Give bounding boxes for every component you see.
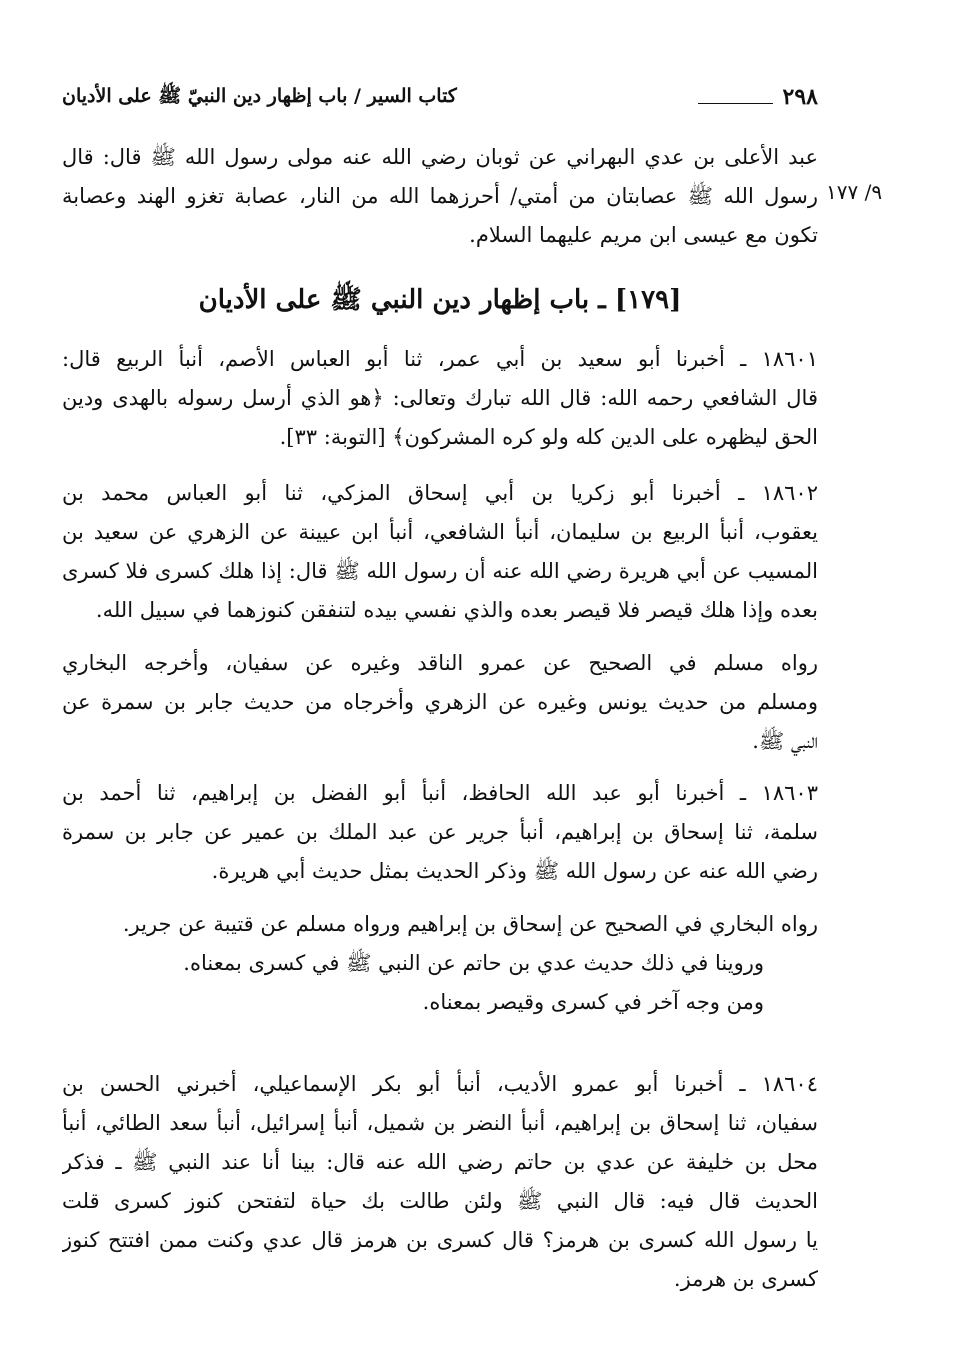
margin-reference: ٩/ ١٧٧ <box>826 180 883 204</box>
text-line: تكون مع عيسى ابن مريم عليهما السلام. <box>469 223 818 247</box>
hadith-18602 <box>62 474 818 630</box>
hadith-18603 <box>62 774 818 891</box>
chapter-heading: [١٧٩] ـ باب إظهار دين النبي ﷺ على الأديان <box>198 285 682 315</box>
text-line: رسول الله ﷺ عصابتان من أمتي/ أحرزهما الله من النار، عصابة تغزو الهند وعصابة <box>62 184 818 208</box>
text-line: عبد الأعلى بن عدي البهراني عن ثوبان رضي الله عنه مولى رسول الله ﷺ قال: قال <box>62 145 818 169</box>
text-line: سلمة، ثنا إسحاق بن إبراهيم، أنبأ جرير عن عبد الملك بن عمير عن جابر بن سمرة <box>62 820 818 844</box>
text-line: يا رسول الله كسرى بن هرمز؟ قال كسرى بن هرمز قال عدي وكنت ممن افتتح كنوز <box>62 1228 818 1252</box>
running-header <box>62 76 818 116</box>
text-line: ومسلم من حديث يونس وغيره عن الزهري وأخرجاه من حديث جابر بن سمرة عن <box>62 690 818 714</box>
text-line: قال الشافعي رحمه الله: قال الله تبارك وتعالى: ﴿هو الذي أرسل رسوله بالهدى ودين <box>62 386 818 410</box>
text-line: ومن وجه آخر في كسرى وقيصر بمعناه. <box>422 990 764 1014</box>
text-line: ١٨٦٠٤ ـ أخبرنا أبو عمرو الأديب، أنبأ أبو بكر الإسماعيلي، أخبرني الحسن بن <box>62 1072 818 1096</box>
text-line: سفيان، ثنا إسحاق بن إبراهيم، أنبأ النضر بن شميل، أنبأ إسرائيل، أنبأ سعد الطائي، أنبأ <box>62 1111 818 1135</box>
hadith-18601 <box>62 340 818 457</box>
text-line: ١٨٦٠٣ ـ أخبرنا أبو عبد الله الحافظ، أنبأ أبو الفضل بن إبراهيم، ثنا أحمد بن <box>62 781 818 805</box>
takhrij-muslim <box>62 644 818 761</box>
text-line: كسرى بن هرمز. <box>673 1267 818 1291</box>
text-line: الحديث قال فيه: قال النبي ﷺ ولئن طالت بك حياة لتفتحن كنوز كسرى قلت <box>62 1189 818 1213</box>
text-line: رواه مسلم في الصحيح عن عمرو الناقد وغيره عن سفيان، وأخرجه البخاري <box>62 651 818 675</box>
header-rule <box>698 103 773 104</box>
text-line: الحق ليظهره على الدين كله ولو كره المشركون﴾ [التوبة: ٣٣]. <box>279 425 818 449</box>
running-title: كتاب السير / باب إظهار دين النبيّ ﷺ على الأديان <box>62 85 457 107</box>
intro-paragraph <box>62 138 818 255</box>
text-line: ١٨٦٠٢ ـ أخبرنا أبو زكريا بن أبي إسحاق المزكي، ثنا أبو العباس محمد بن <box>62 481 818 505</box>
page-number: ٢٩٨ <box>782 84 818 110</box>
hadith-18604 <box>62 1065 818 1299</box>
text-line: رواه البخاري في الصحيح عن إسحاق بن إبراهيم ورواه مسلم عن قتيبة عن جرير. <box>122 912 818 936</box>
text-line: محل بن خليفة عن عدي بن حاتم رضي الله عنه قال: بينا أنا عند النبي ﷺ ـ فذكر <box>62 1150 818 1174</box>
text-line: المسيب عن أبي هريرة رضي الله عنه أن رسول الله ﷺ قال: إذا هلك كسرى فلا كسرى <box>62 559 818 583</box>
text-line: ١٨٦٠١ ـ أخبرنا أبو سعيد بن أبي عمر، ثنا أبو العباس الأصم، أنبأ الربيع قال: <box>62 347 818 371</box>
text-line: بعده وإذا هلك قيصر فلا قيصر بعده والذي نفسي بيده لتنفقن كنوزهما في سبيل الله. <box>95 598 818 622</box>
text-line: يعقوب، أنبأ الربيع بن سليمان، أنبأ الشافعي، أنبأ ابن عيينة عن الزهري عن سعيد بن <box>62 520 818 544</box>
text-line: رضي الله عنه عن رسول الله ﷺ وذكر الحديث بمثل حديث أبي هريرة. <box>211 859 818 883</box>
text-line: النبي ﷺ. <box>752 729 818 753</box>
text-line: وروينا في ذلك حديث عدي بن حاتم عن النبي ﷺ في كسرى بمعناه. <box>183 951 764 975</box>
takhrij-bukhari <box>62 905 818 1022</box>
